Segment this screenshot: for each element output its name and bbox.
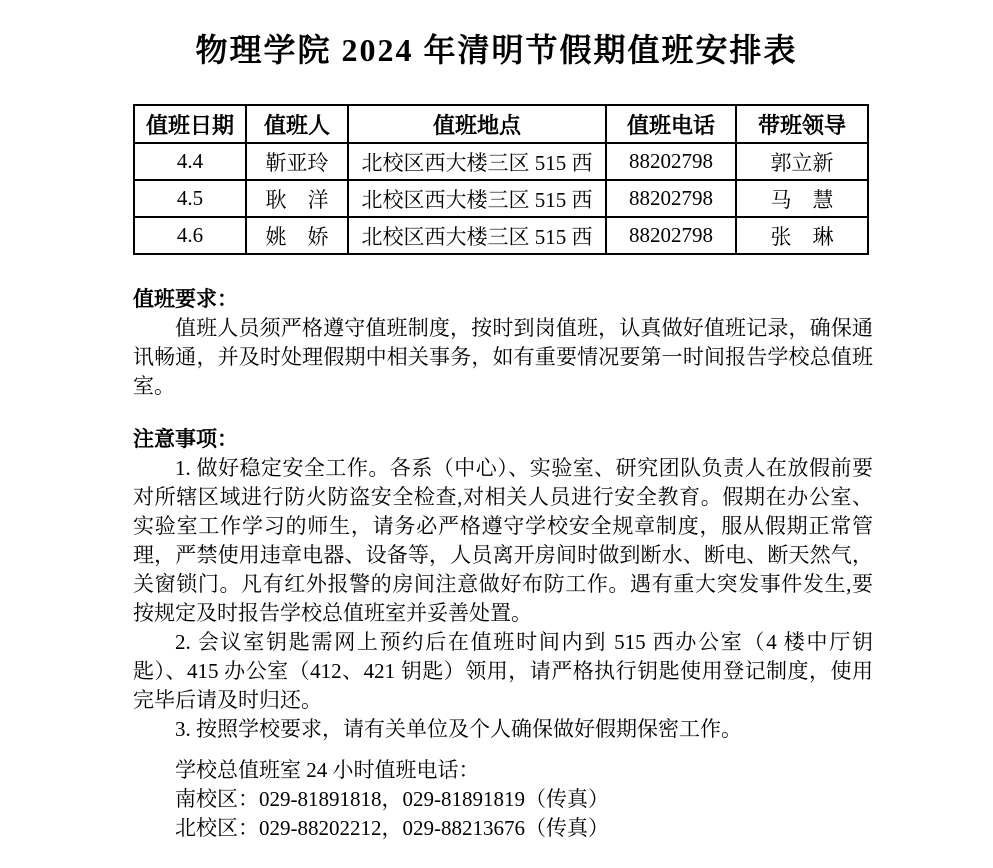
duty-requirements-paragraph: 值班人员须严格遵守值班制度，按时到岗值班，认真做好值班记录，确保通讯畅通，并及时处理假期中相关事务，如有重要情况要第一时间报告学校总值班室。: [133, 316, 873, 398]
contact-north-campus-line: 北校区：029-88202212，029-88213676（传真）: [175, 816, 609, 840]
table-row: [134, 180, 868, 217]
cell-duty-date: 4.5: [134, 180, 246, 217]
contact-title-line: 学校总值班室 24 小时值班电话：: [175, 758, 480, 782]
notes-item-3: 3. 按照学校要求，请有关单位及个人确保做好假期保密工作。: [175, 717, 742, 741]
contact-south-campus-line: 南校区：029-81891818，029-81891819（传真）: [175, 787, 609, 811]
cell-duty-person: 姚 娇: [246, 217, 348, 254]
duty-requirements-heading: 值班要求：: [133, 287, 238, 311]
cell-duty-person: 靳亚玲: [246, 143, 348, 180]
cell-duty-location: 北校区西大楼三区 515 西: [348, 217, 606, 254]
duty-table-header-row: [134, 105, 868, 143]
header-cell-duty-phone: 值班电话: [606, 105, 736, 143]
document-page: [0, 30, 993, 843]
duty-schedule-table: [133, 104, 869, 255]
document-body: [133, 285, 873, 843]
cell-duty-location: 北校区西大楼三区 515 西: [348, 143, 606, 180]
cell-duty-date: 4.6: [134, 217, 246, 254]
header-cell-duty-leader: 带班领导: [736, 105, 868, 143]
notes-item-2: 2. 会议室钥匙需网上预约后在值班时间内到 515 西办公室（4 楼中厅钥匙）、415 办公室（412、421 钥匙）领用，请严格执行钥匙使用登记制度，使用完毕后请及时归还。: [133, 630, 873, 712]
cell-duty-leader: 张 琳: [736, 217, 868, 254]
cell-duty-leader: 马 慧: [736, 180, 868, 217]
cell-duty-phone: 88202798: [606, 143, 736, 180]
table-row: [134, 143, 868, 180]
page-title: 物理学院 2024 年清明节假期值班安排表: [195, 32, 798, 68]
cell-duty-leader: 郭立新: [736, 143, 868, 180]
notes-item-1: 1. 做好稳定安全工作。各系（中心）、实验室、研究团队负责人在放假前要对所辖区域进行防火防盗安全检查,对相关人员进行安全教育。假期在办公室、实验室工作学习的师生，请务必严格遵守学校安全规章制度，服从假期正常管理，严禁使用违章电器、设备等，人员离开房间时做到断水、断电、断天然气，关窗锁门。凡有红外报警的房间注意做好布防工作。遇有重大突发事件发生,要按规定及时报告学校总值班室并妥善处置。: [133, 456, 873, 625]
cell-duty-date: 4.4: [134, 143, 246, 180]
header-cell-duty-location: 值班地点: [348, 105, 606, 143]
notes-heading: 注意事项：: [133, 427, 238, 451]
header-cell-duty-date: 值班日期: [134, 105, 246, 143]
header-cell-duty-person: 值班人: [246, 105, 348, 143]
cell-duty-phone: 88202798: [606, 217, 736, 254]
contact-block: [133, 756, 873, 843]
cell-duty-person: 耿 洋: [246, 180, 348, 217]
cell-duty-location: 北校区西大楼三区 515 西: [348, 180, 606, 217]
table-row: [134, 217, 868, 254]
cell-duty-phone: 88202798: [606, 180, 736, 217]
